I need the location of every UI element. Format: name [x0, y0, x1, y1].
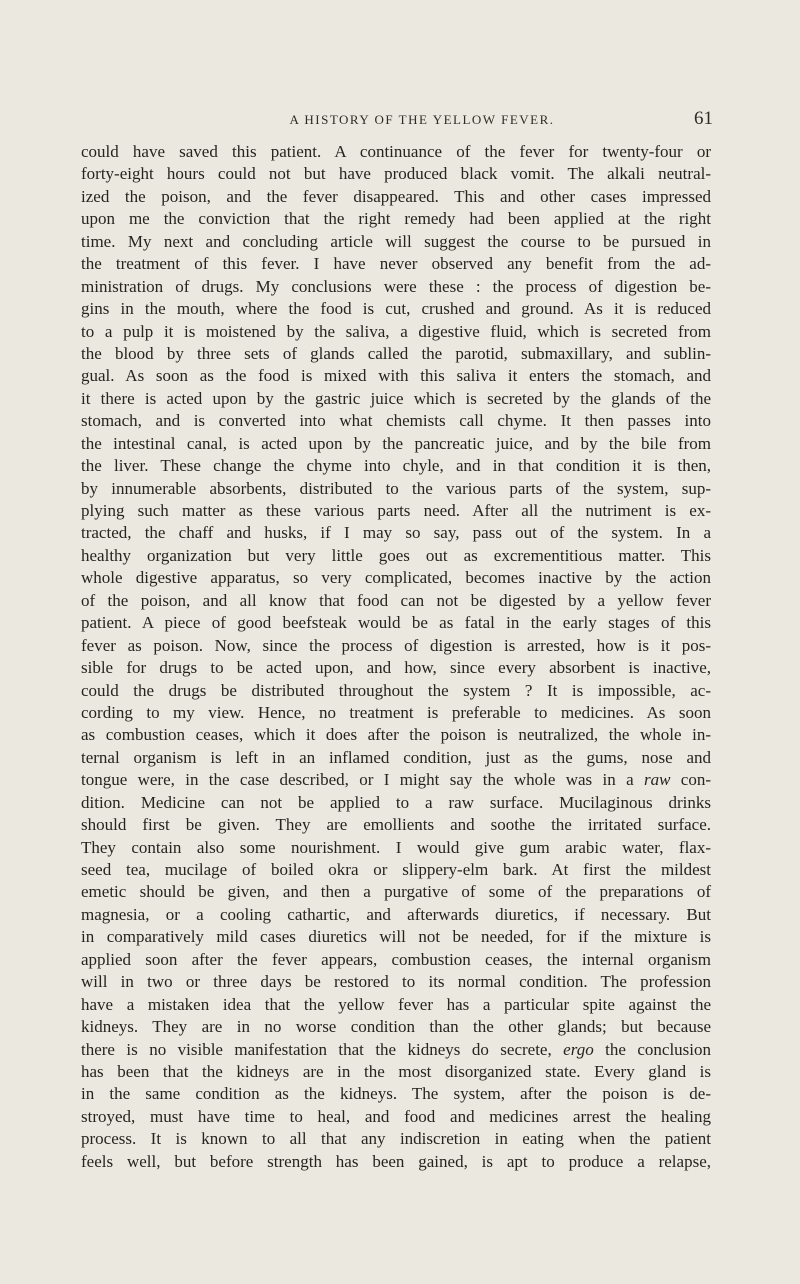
text-line: fever as poison. Now, since the process of digestion is arrested, how is it pos- — [81, 635, 711, 655]
text-line: cording to my view. Hence, no treatment is preferable to medicines. As soon — [81, 702, 711, 722]
text-line: tongue were, in the case described, or I might say the whole was in a raw con- — [81, 770, 711, 790]
text-line: there is no visible manifestation that the kidneys do secrete, ergo the conclusion — [81, 1039, 712, 1059]
text-line: time. My next and concluding article will suggest the course to be pursued in — [81, 231, 711, 251]
text-line: healthy organization but very little goes out as excrementitious matter. This — [81, 545, 711, 565]
text-line: in the same condition as the kidneys. The system, after the poison is de- — [81, 1084, 711, 1104]
text-line: has been that the kidneys are in the most disorganized state. Every gland is — [81, 1061, 711, 1081]
page-number: 61 — [694, 108, 713, 129]
text-line: sible for drugs to be acted upon, and how, since every absorbent is inactive, — [81, 658, 711, 678]
text-line: magnesia, or a cooling cathartic, and afterwards diuretics, if necessary. But — [81, 904, 711, 924]
text-line: could have saved this patient. A continuance of the fever for twenty-four or — [81, 142, 711, 161]
text-line: ternal organism is left in an inflamed condition, just as the gums, nose and — [81, 747, 711, 767]
text-line: plying such matter as these various parts need. After all the nutriment is ex- — [81, 501, 711, 520]
text-line: should first be given. They are emollients and soothe the irritated surface. — [81, 815, 711, 835]
text-line: ized the poison, and the fever disappeared. This and other cases impressed — [81, 186, 711, 206]
text-line: gual. As soon as the food is mixed with this saliva it enters the stomach, and — [81, 366, 711, 386]
text-line: it there is acted upon by the gastric juice which is secreted by the glands of the — [81, 388, 711, 408]
text-line: seed tea, mucilage of boiled okra or slippery-elm bark. At first the mildest — [81, 860, 711, 879]
text-line: could the drugs be distributed throughout the system ? It is impossible, ac- — [81, 680, 711, 700]
text-line: kidneys. They are in no worse condition than the other glands; but because — [81, 1017, 711, 1037]
running-title: A HISTORY OF THE YELLOW FEVER. — [289, 112, 555, 127]
text-line: upon me the conviction that the right remedy had been applied at the right — [81, 209, 711, 229]
text-line: of the poison, and all know that food can not be digested by a yellow fever — [81, 590, 711, 610]
text-line: forty-eight hours could not but have produced black vomit. The alkali neutral- — [81, 164, 711, 184]
text-line: by innumerable absorbents, distributed to the various parts of the system, sup- — [81, 478, 711, 498]
text-line: emetic should be given, and then a purgative of some of the preparations of — [81, 882, 711, 902]
text-line: patient. A piece of good beefsteak would be as fatal in the early stages of this — [81, 613, 711, 633]
text-line: have a mistaken idea that the yellow fever has a particular spite against the — [81, 994, 711, 1014]
text-line: feels well, but before strength has been gained, is apt to produce a relapse, — [81, 1151, 711, 1171]
text-line: applied soon after the fever appears, combustion ceases, the internal organism — [81, 949, 711, 969]
text-line: whole digestive apparatus, so very complicated, becomes inactive by the action — [81, 568, 711, 588]
text-line: tracted, the chaff and husks, if I may so say, pass out of the system. In a — [81, 523, 711, 543]
text-line: dition. Medicine can not be applied to a raw surface. Mucilaginous drinks — [81, 792, 711, 812]
text-line: the blood by three sets of glands called the parotid, submaxillary, and sublin- — [81, 343, 711, 363]
text-line: the treatment of this fever. I have never observed any benefit from the ad- — [81, 254, 711, 274]
text-line: to a pulp it is moistened by the saliva, a digestive fluid, which is secreted from — [81, 321, 711, 341]
text-line: will in two or three days be restored to its normal condition. The profession — [81, 972, 711, 992]
body-text — [81, 141, 711, 1173]
text-line: the intestinal canal, is acted upon by the pancreatic juice, and by the bile from — [81, 433, 711, 453]
text-line: stroyed, must have time to heal, and food and medicines arrest the healing — [81, 1106, 711, 1126]
text-line: the liver. These change the chyme into chyle, and in that condition it is then, — [81, 456, 711, 476]
text-line: as combustion ceases, which it does after the poison is neutralized, the whole in- — [81, 725, 711, 745]
text-line: in comparatively mild cases diuretics will not be needed, for if the mixture is — [81, 927, 711, 947]
text-line: process. It is known to all that any indiscretion in eating when the patient — [81, 1129, 711, 1149]
text-line: gins in the mouth, where the food is cut, crushed and ground. As it is reduced — [81, 299, 711, 319]
text-line: They contain also some nourishment. I would give gum arabic water, flax- — [81, 837, 711, 857]
text-line: stomach, and is converted into what chemists call chyme. It then passes into — [81, 411, 711, 431]
text-line: ministration of drugs. My conclusions were these : the process of digestion be- — [81, 276, 711, 296]
